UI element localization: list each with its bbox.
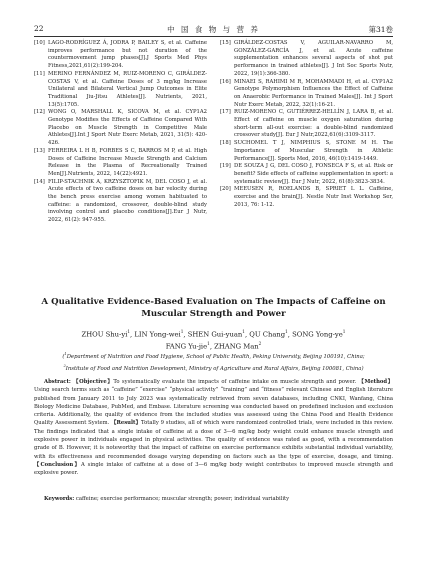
author-affiliation-marker: 2 bbox=[258, 341, 262, 347]
affiliation-text: Department of Nutrition and Food Hygiene, School of Public Health, Peking University, Beijing 100191, China; bbox=[66, 353, 365, 360]
page-header bbox=[34, 22, 393, 37]
article-title-line: Muscular Strength and Power bbox=[141, 308, 286, 319]
author-name: ZHOU Shu-yi bbox=[81, 330, 128, 339]
abstract bbox=[34, 378, 393, 478]
author-affiliation-marker: 1 bbox=[285, 329, 288, 334]
volume-label: 第31卷 bbox=[368, 25, 393, 34]
reference-item bbox=[220, 40, 393, 79]
reference-number: [12] bbox=[34, 109, 45, 116]
reference-number: [18] bbox=[220, 140, 231, 147]
author-line: FANG Yu-jie$^1$, ZHANG Man$^2$ bbox=[165, 341, 262, 351]
conclusion-text: A single intake of caffeine at a dose of 3—6 mg/kg body weight contributes to improved muscle strength and explosive power. bbox=[34, 461, 393, 477]
reference-text: DE SOUZA J G, DEL COSO J, FONSECA F S, et al. Risk or benefit? Side effects of caffeine supplementation in sport: a systematic review[J]. Eur J Nutr, 2022, 61(8):3823-3834. bbox=[234, 163, 393, 185]
reference-text: FILIP-STACHNIK A, KRZYSZTOFIK M, DEL COSO J, et al. Acute effects of two caffeine doses on bar velocity during the bench press exercise among women habituated to caffeine: a randomized, crossover, double-blind study involving control and placebo conditions[J].Eur J Nutr, 2022, 61(2): 947-955. bbox=[48, 178, 207, 224]
affiliation-marker: 2 bbox=[63, 363, 66, 368]
journal-name: 中 国 食 物 与 营 养 bbox=[167, 25, 260, 34]
author-line: ZHOU Shu-$yi^1$, LIN Yong-wei$^1$, SHEN Gui-yuan$^1$, QU Chang$^1$, SONG Yong-$ye^1$ bbox=[81, 329, 346, 339]
author-name: SONG Yong-ye bbox=[292, 330, 343, 339]
keywords-text: caffeine; exercise performance; muscular strength; power; individual variability bbox=[75, 496, 290, 502]
reference-number: [15] bbox=[220, 40, 231, 46]
conclusion-label: 【Conclusion】 bbox=[34, 461, 81, 468]
reference-number: [11] bbox=[34, 70, 45, 77]
result-text: Totally 9 studies, all of which were randomized controlled trials, were included in this review. The findings indicated that a single intake of caffeine at a dose of 3—6 mg/kg body weight could enhance muscle strength and explosive power in individuals engaged in physical activities. The quality of evidence was rated as good, with a recommendation grade of B. However, it is noteworthy that the impact of caffeine on exercise performance exhibits substantial individual variability, with its effectiveness and recommended dosage varying depending on factors such as the type of exercise, dosage, and timing. bbox=[34, 420, 393, 460]
reference-number: [13] bbox=[34, 147, 45, 154]
references-right-column bbox=[220, 40, 393, 209]
keywords-label: Keywords: bbox=[44, 496, 75, 502]
reference-item bbox=[34, 109, 207, 148]
affiliation-marker: 1 bbox=[64, 352, 67, 356]
method-label: 【Method】 bbox=[358, 379, 394, 385]
author-list bbox=[60, 327, 367, 352]
author-name: SHEN Gui-yuan bbox=[187, 330, 243, 339]
affiliation-text: Institute of Food and Nutrition Development, Ministry of Agriculture and Rural Affairs, Beijing 100081, China) bbox=[65, 365, 364, 372]
objective-text: To systematically evaluate the impacts of caffeine intake on muscle strength and power. bbox=[113, 379, 357, 385]
affiliation bbox=[34, 362, 393, 374]
reference-text: LAGO-RODRÍGUEZ Á, JODRA P, BAILEY S, et al. Caffeine improves performance but not duration of the countermovement jump phases[J].J Sports Med Phys Fitness,2021,61(2):199-204. bbox=[48, 40, 207, 70]
reference-number: [20] bbox=[220, 186, 231, 193]
references-left-column bbox=[34, 40, 207, 225]
result-label: 【Result】 bbox=[111, 420, 141, 427]
author-name: ZHANG Man bbox=[214, 342, 259, 351]
affiliations bbox=[34, 350, 393, 374]
abstract-label: Abstract: bbox=[44, 379, 71, 385]
references-section bbox=[34, 40, 393, 265]
reference-item bbox=[34, 148, 207, 179]
author-affiliation-marker: 1 bbox=[207, 341, 210, 347]
reference-item bbox=[220, 163, 393, 186]
reference-number: [17] bbox=[220, 109, 231, 116]
reference-text: RUIZ-MORENO C, GUTIÉRREZ-HELLÍN J, LARA B, et al. Effect of caffeine on muscle oxygen saturation during short-term all-out exercise: a double-blind randomized crossover study[J]. Eur J Nutr,2022,61(6):3109-3117. bbox=[234, 109, 393, 139]
reference-item bbox=[34, 40, 207, 71]
reference-text: FERREIRA L H B, FORBES S C, BARROS M P, et al. High Doses of Caffeine Increase Muscle Strength and Calcium Release in the Plasma of Recreationally Trained Men[J].Nutrients, 2022, 14(22):4921. bbox=[48, 147, 207, 177]
reference-text: GIRÁLDEZ-COSTAS V, AGUILAR-NAVARRO M, GONZÁLEZ-GARCÍA J, et al. Acute caffeine supplementation enhances several aspects of shot put performance in trained athletes[J]. J Int Soc Sports Nutr, 2022, 19(1):366-380. bbox=[234, 40, 393, 77]
author-name: QU Chang bbox=[249, 330, 286, 339]
reference-item bbox=[220, 79, 393, 110]
author-affiliation-marker: 1 bbox=[180, 329, 184, 334]
reference-item bbox=[220, 140, 393, 163]
author-affiliation-marker: 1 bbox=[127, 329, 131, 334]
reference-text: WONG O, MARSHALL K, SICOVA M, et al. CYP1A2 Genotype Modifies the Effects of Caffeine Compared With Placebo on Muscle Strength in Competitive Male Athletes[J].Int J Sport Nutr Exerc Metab, 2021, 31(5): 420-426. bbox=[48, 109, 207, 147]
author-name: LIN Yong-wei bbox=[134, 330, 181, 339]
method-text: Using search terms such as “caffeine” “exercise” “physical activity” “training” and “fitness” relevant Chinese and English literature published from January 2011 to July 2023 was systematically retrieved from seven databases, including CNKI, Wanfang, China Biology Medicine Database, PubMed, and Embase. Literature screening was conducted based on predefined inclusion and exclusion criteria. Additionally, the quality of evidence from the included studies was assessed using the China Food and Health Evidence Quality Assessment System. bbox=[34, 387, 393, 427]
reference-item bbox=[34, 179, 207, 225]
reference-item bbox=[220, 186, 393, 209]
reference-item bbox=[220, 109, 393, 140]
keywords bbox=[34, 495, 393, 503]
reference-text: SUCHOMEL T J, NIMPHIUS S, STONE M H. The Importance of Muscular Strength in Athletic Performance[J]. Sports Med, 2016, 46(10):1419-1449. bbox=[234, 140, 393, 162]
reference-text: MERINO FERNÁNDEZ M, RUIZ-MORENO C, GIRÁLDEZ-COSTAS V, et al. Caffeine Doses of 3 mg/kg Increase Unilateral and Bilateral Vertical Jump Outcomes in Elite Traditional Jiu-Jitsu Athletes[J]. Nutrients, 2021, 13(5):1705. bbox=[48, 70, 207, 108]
article-title bbox=[40, 297, 387, 320]
reference-number: [10] bbox=[34, 40, 45, 46]
reference-number: [19] bbox=[220, 163, 231, 170]
author-affiliation-marker: 1 bbox=[342, 329, 346, 334]
reference-text: MEEUSEN R, ROELANDS B, SPRIET L L. Caffeine, exercise and the brain[J]. Nestle Nutr Inst Workshop Ser, 2013, 76: 1-12. bbox=[234, 186, 393, 208]
reference-item bbox=[34, 71, 207, 110]
objective-label: 【Objective】 bbox=[73, 379, 114, 385]
reference-text: MINAEI S, RAHIMI M R, MOHAMMADI H, et al. CYP1A2 Genotype Polymorphism Influences the Effect of Caffeine on Anaerobic Performance in Trained Males[J]. Int J Sport Nutr Exerc Metab, 2022, 32(1):16-21. bbox=[234, 78, 393, 108]
reference-number: [14] bbox=[34, 178, 45, 185]
reference-number: [16] bbox=[220, 78, 231, 85]
article-title-line: A Qualitative Evidence-Based Evaluation on The Impacts of Caffeine on bbox=[41, 297, 386, 307]
affiliation: ($^1$Department of Nutrition and Food Hygiene, School of Public Health, Peking University, Beijing 100191, China; bbox=[62, 352, 365, 360]
author-name: FANG Yu-jie bbox=[165, 342, 208, 351]
page-number: 22 bbox=[34, 24, 44, 33]
author-affiliation-marker: 1 bbox=[242, 329, 245, 334]
